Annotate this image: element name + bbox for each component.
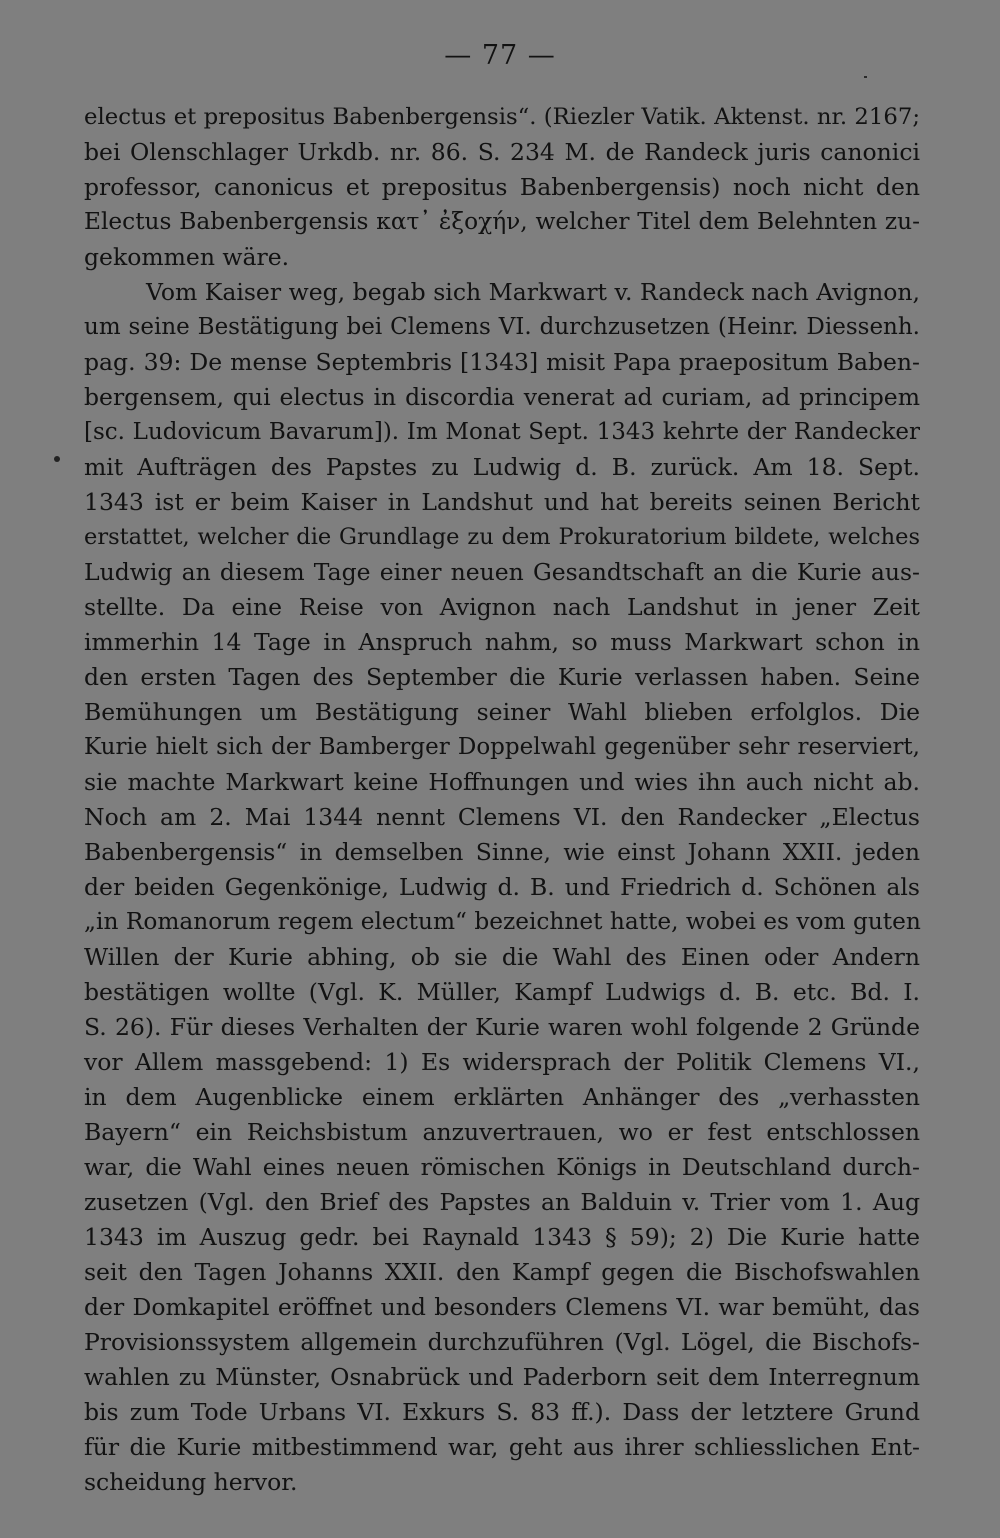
text-line: bei Olenschlager Urkdb. nr. 86. S. 234 M. de Randeck juris canonici (84, 138, 920, 166)
text-line: wahlen zu Münster, Osnabrück und Paderborn seit dem Interregnum (84, 1363, 920, 1391)
text-line: erstattet, welcher die Grundlage zu dem Prokuratorium bildete, welches (84, 524, 920, 550)
text-line: Vom Kaiser weg, begab sich Markwart v. Randeck nach Avignon, (146, 278, 920, 306)
text-line: [sc. Ludovicum Bavarum]). Im Monat Sept. 1343 kehrte der Randecker (84, 419, 920, 445)
text-line: der Domkapitel eröffnet und besonders Clemens VI. war bemüht, das (84, 1293, 920, 1321)
text-line: professor, canonicus et prepositus Babenbergensis) noch nicht den (84, 173, 920, 201)
page-number: — 77 — (444, 40, 556, 71)
text-line: vor Allem massgebend: 1) Es widersprach der Politik Clemens VI., (84, 1048, 920, 1076)
text-line: pag. 39: De mense Septembris [1343] misit Papa praepositum Baben- (84, 348, 920, 376)
text-line: stellte. Da eine Reise von Avignon nach Landshut in jener Zeit (84, 593, 920, 621)
text-line: gekommen wäre. (84, 243, 290, 271)
text-line: Babenbergensis“ in demselben Sinne, wie einst Johann XXII. jeden (84, 838, 920, 866)
text-line: Provisionssystem allgemein durchzuführen (Vgl. Lögel, die Bischofs- (84, 1328, 920, 1356)
text-line: bis zum Tode Urbans VI. Exkurs S. 83 ff.). Dass der letztere Grund (84, 1398, 920, 1426)
text-line: 1343 ist er beim Kaiser in Landshut und hat bereits seinen Bericht (84, 488, 920, 516)
text-line: zusetzen (Vgl. den Brief des Papstes an Balduin v. Trier vom 1. Aug (84, 1188, 920, 1216)
text-line: S. 26). Für dieses Verhalten der Kurie waren wohl folgende 2 Gründe (84, 1013, 920, 1041)
text-line: war, die Wahl eines neuen römischen Königs in Deutschland durch- (84, 1153, 920, 1181)
text-line: Noch am 2. Mai 1344 nennt Clemens VI. den Randecker „Electus (84, 803, 920, 831)
text-line: Kurie hielt sich der Bamberger Doppelwahl gegenüber sehr reserviert, (84, 734, 920, 760)
text-line: Bemühungen um Bestätigung seiner Wahl blieben erfolglos. Die (84, 698, 920, 726)
text-line: Electus Babenbergensis κατ᾽ ἐξοχήν, welcher Titel dem Belehnten zu- (84, 208, 920, 235)
text-line: um seine Bestätigung bei Clemens VI. durchzusetzen (Heinr. Diessenh. (84, 314, 920, 340)
text-line: 1343 im Auszug gedr. bei Raynald 1343 § 59); 2) Die Kurie hatte (84, 1223, 920, 1251)
text-line: bestätigen wollte (Vgl. K. Müller, Kampf Ludwigs d. B. etc. Bd. I. (84, 978, 920, 1006)
text-line: den ersten Tagen des September die Kurie verlassen haben. Seine (84, 663, 920, 691)
text-line: Ludwig an diesem Tage einer neuen Gesandtschaft an die Kurie aus- (84, 558, 920, 586)
text-line: seit den Tagen Johanns XXII. den Kampf gegen die Bischofswahlen (84, 1258, 920, 1286)
text-line: der beiden Gegenkönige, Ludwig d. B. und Friedrich d. Schönen als (84, 873, 920, 901)
print-speck (864, 76, 867, 78)
text-line: „in Romanorum regem electum“ bezeichnet hatte, wobei es vom guten (84, 908, 921, 935)
margin-dot (54, 456, 60, 462)
text-line: in dem Augenblicke einem erklärten Anhänger des „verhassten (84, 1083, 920, 1111)
text-line: electus et prepositus Babenbergensis“. (Riezler Vatik. Aktenst. nr. 2167; (84, 104, 920, 130)
text-line: scheidung hervor. (84, 1468, 298, 1496)
text-line: sie machte Markwart keine Hoffnungen und wies ihn auch nicht ab. (84, 768, 920, 796)
text-line: mit Aufträgen des Papstes zu Ludwig d. B. zurück. Am 18. Sept. (84, 453, 920, 481)
text-line: immerhin 14 Tage in Anspruch nahm, so muss Markwart schon in (84, 628, 920, 656)
text-line: für die Kurie mitbestimmend war, geht aus ihrer schliesslichen Ent- (84, 1433, 920, 1461)
text-line: bergensem, qui electus in discordia venerat ad curiam, ad principem (84, 383, 920, 411)
text-line: Bayern“ ein Reichsbistum anzuvertrauen, wo er fest entschlossen (84, 1118, 920, 1146)
text-line: Willen der Kurie abhing, ob sie die Wahl des Einen oder Andern (84, 943, 920, 971)
